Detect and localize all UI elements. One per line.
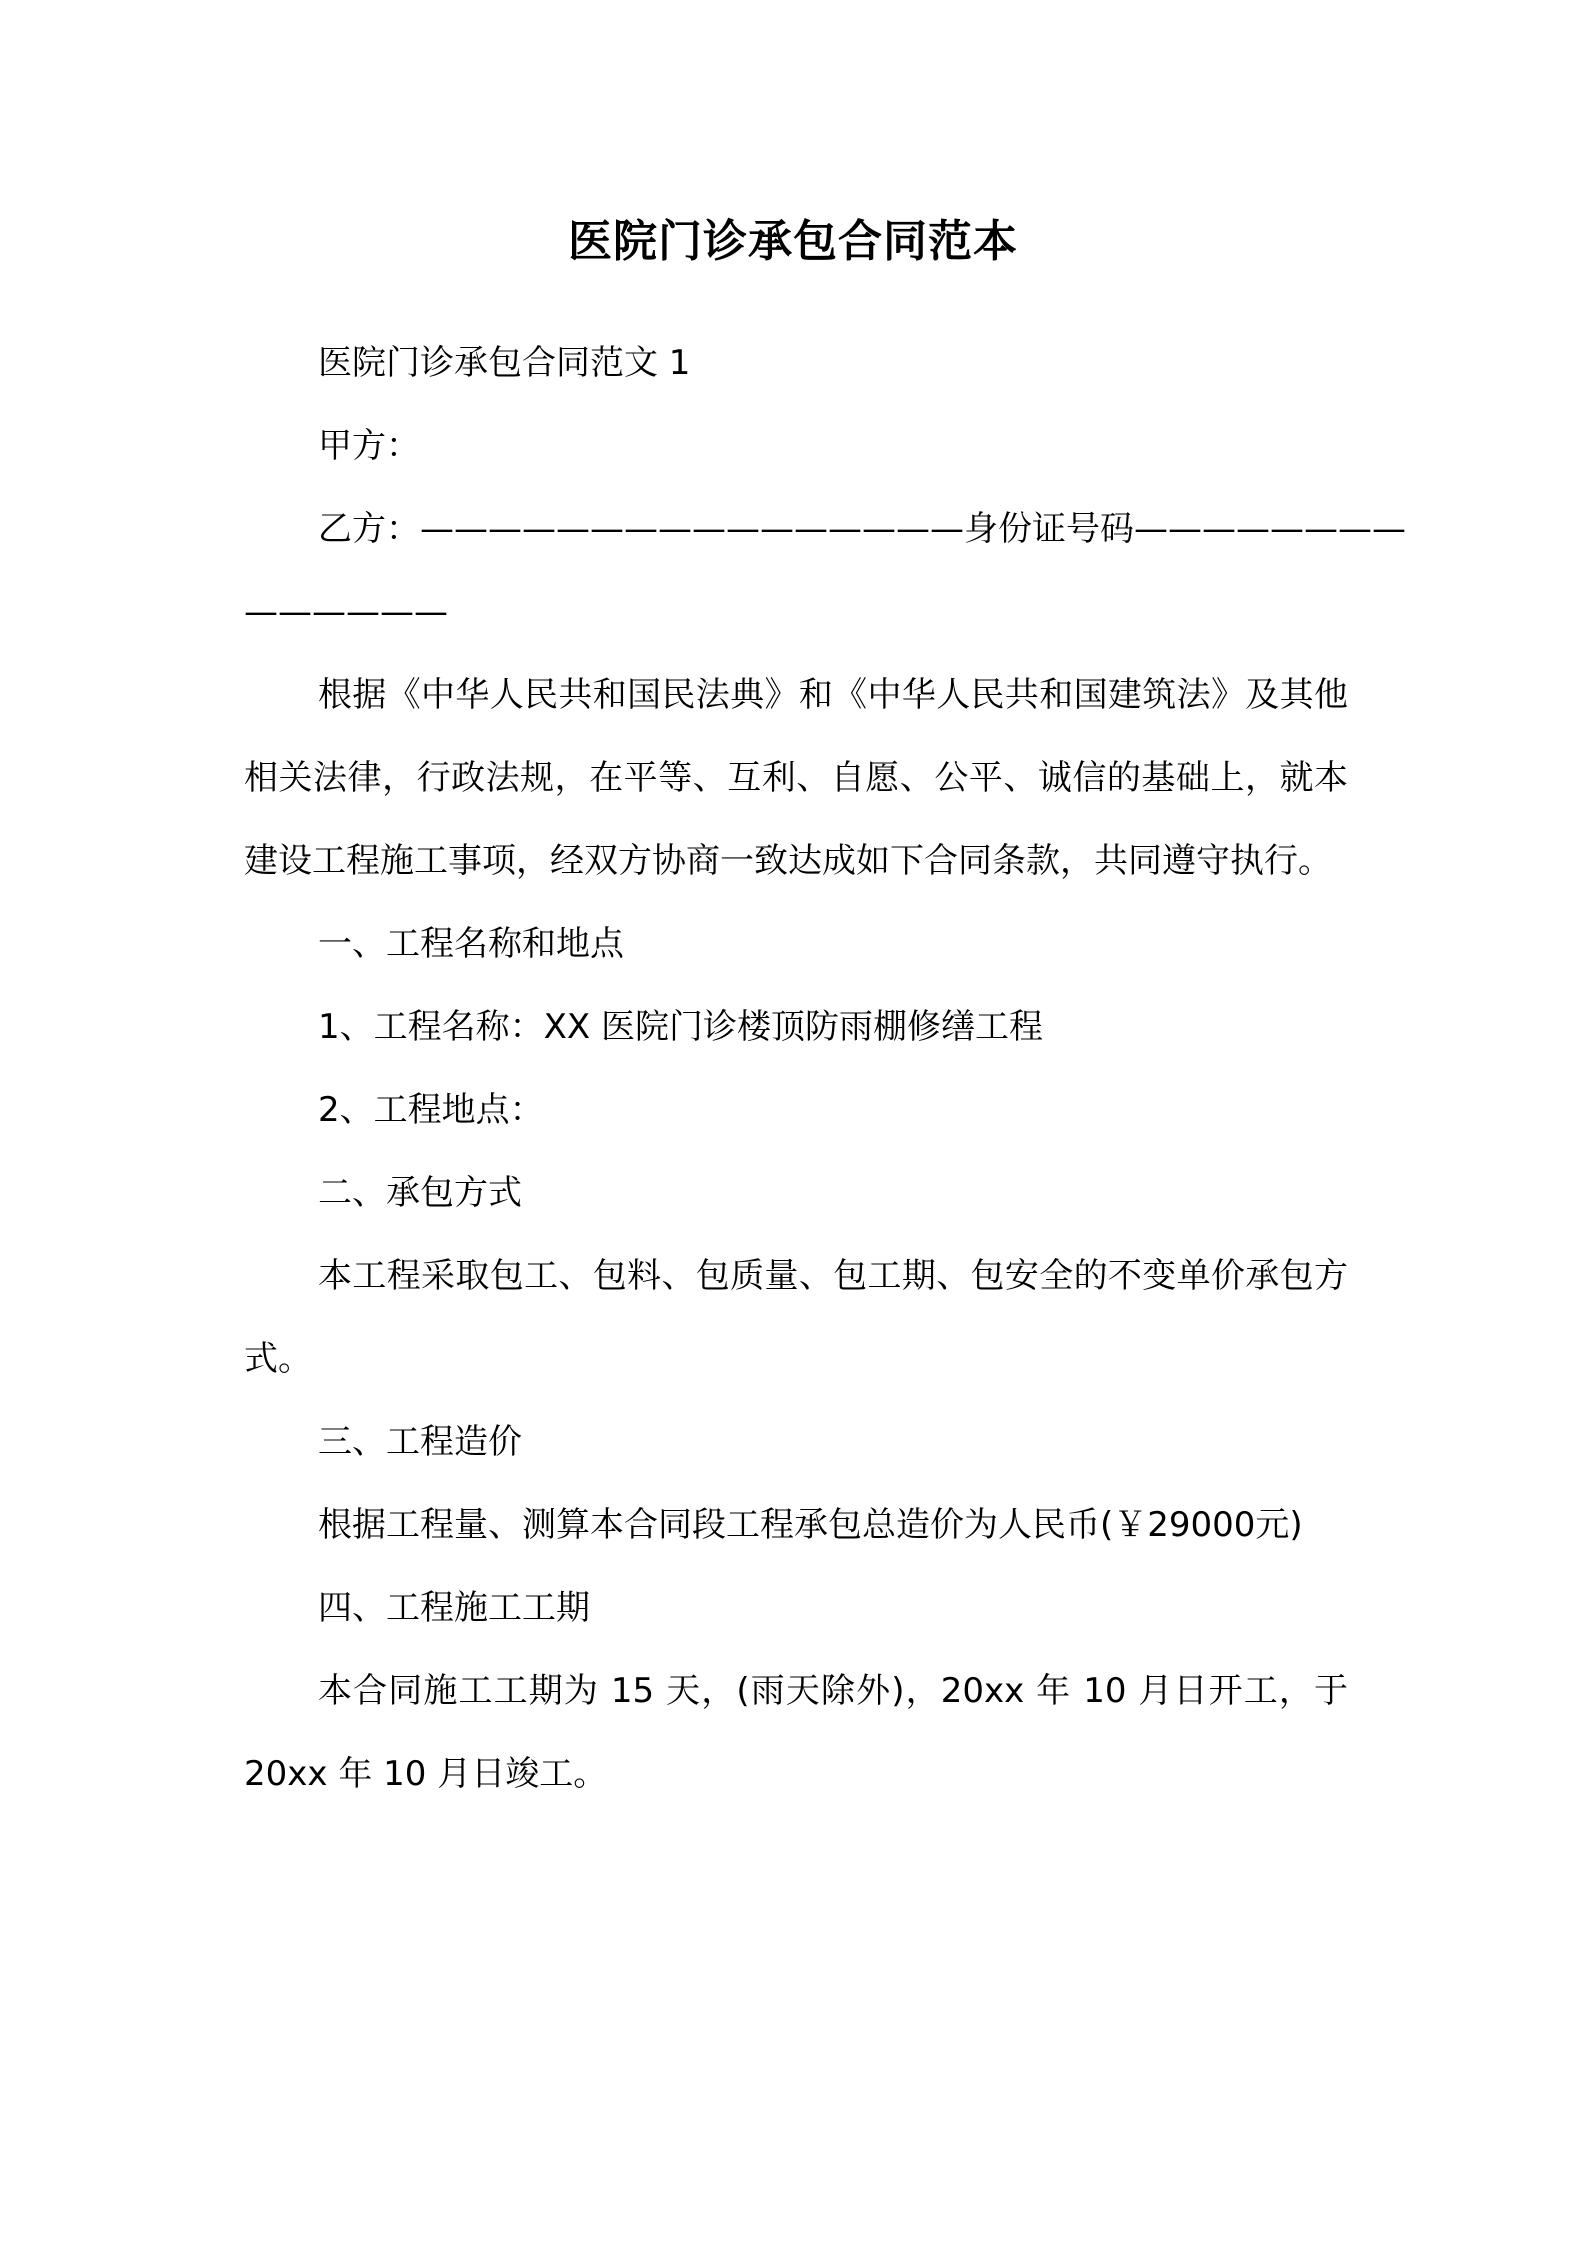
preamble-paragraph: 根据《中华人民共和国民法典》和《中华人民共和国建筑法》及其他相关法律，行政法规，在平等、互利、自愿、公平、诚信的基础上，就本建设工程施工事项，经双方协商一致达成如下合同条款，共同遵守执行。 [244,675,1348,881]
heading-contract-method: 二、承包方式 [318,1173,522,1213]
heading-project-cost: 三、工程造价 [318,1422,522,1462]
construction-period-paragraph: 本合同施工工期为 15 天，(雨天除外)，20xx 年 10 月日开工，于 20xx 年 10 月日竣工。 [244,1671,1348,1794]
contract-method-paragraph: 本工程采取包工、包料、包质量、包工期、包安全的不变单价承包方式。 [244,1256,1348,1379]
party-b-line: 乙方：————————————————身份证号码———————— [318,509,1406,549]
document-body [244,322,1406,1816]
document-title: 医院门诊承包合同范本 [568,216,1018,267]
party-a-line: 甲方： [318,426,420,466]
heading-construction-period: 四、工程施工工期 [318,1588,590,1628]
section-subtitle: 医院门诊承包合同范文 1 [318,343,691,383]
party-b-line-continuation: —————— [244,592,448,632]
project-cost-paragraph: 根据工程量、测算本合同段工程承包总造价为人民币(￥29000元) [318,1505,1303,1545]
project-location-line: 2、工程地点： [318,1090,544,1130]
project-name-line: 1、工程名称：XX 医院门诊楼顶防雨棚修缮工程 [318,1007,1044,1047]
heading-project-name-location: 一、工程名称和地点 [318,924,624,964]
